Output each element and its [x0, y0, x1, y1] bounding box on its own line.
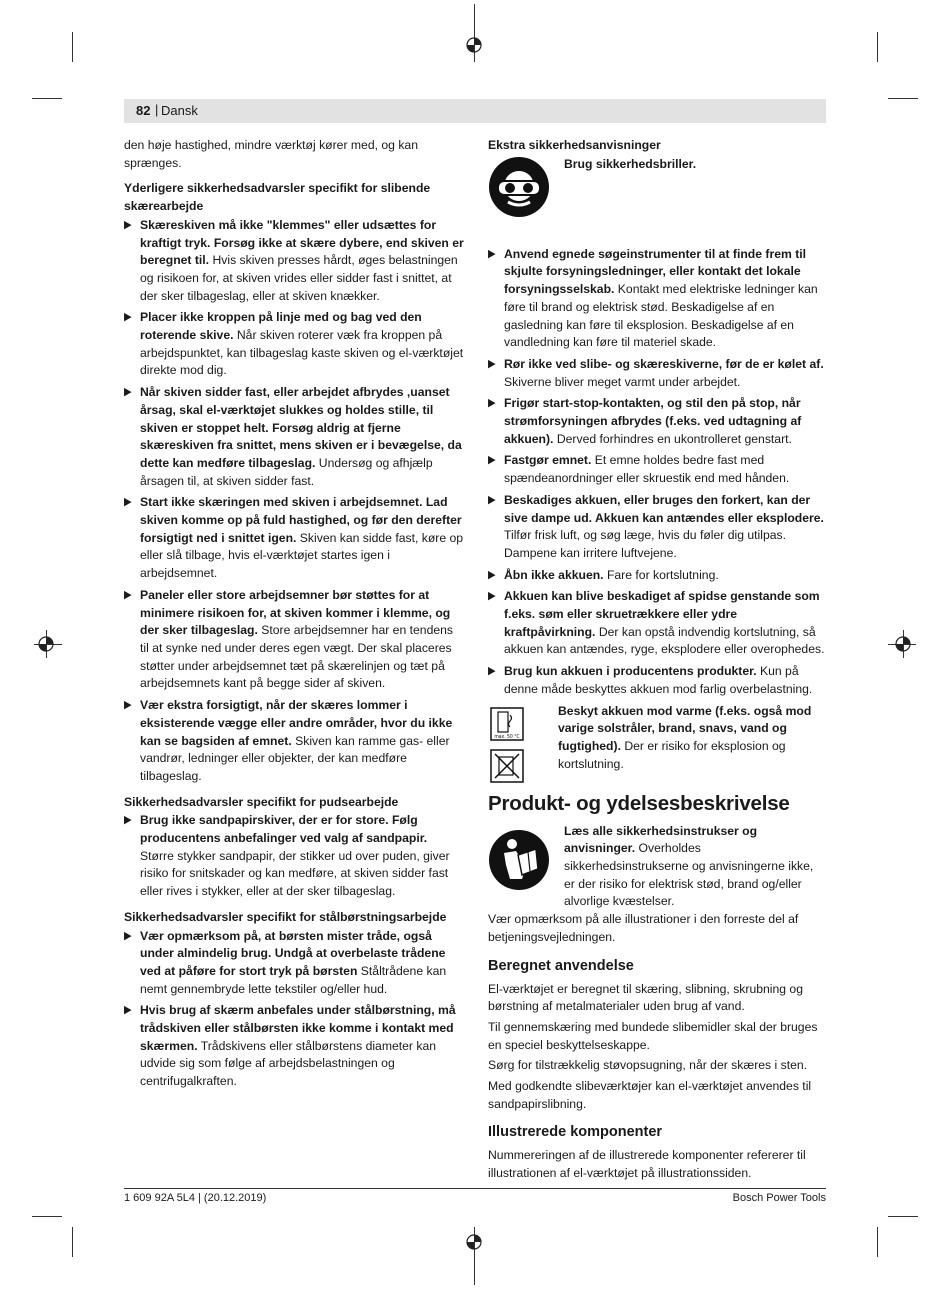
- warning-bold: Skæreskiven må ikke "klemmes" eller udsættes for kraftigt tryk. Forsøg ikke at skære dybere, end skiven er beregnet til.: [140, 217, 464, 268]
- warning-bold: Vær opmærksom på, at børsten mister tråde, også under almindelig brug. Undgå at overbelaste trådene ved at påføre for stort tryk på børsten: [140, 928, 446, 978]
- warning-bold: Fastgør emnet.: [504, 453, 592, 468]
- crop-mark: [32, 1216, 62, 1217]
- intended-use-text: Til gennemskæring med bundede slibemidler skal der bruges en speciel beskyttelseskappe.: [488, 1019, 818, 1052]
- warning-text: Skiven kan sidde fast, køre op eller slå tilbage, hvis el-værktøjet startes igen i arbejdsemnet.: [140, 530, 464, 581]
- arrow-bullet-icon: ▶: [124, 496, 132, 509]
- arrow-bullet-icon: ▶: [124, 218, 132, 231]
- svg-text:max. 50 °C: max. 50 °C: [494, 733, 520, 740]
- warning-bold: Start ikke skæringen med skiven i arbejdsemnet. Lad skiven komme op på fuld hastighed, og før den derefter forsigtigt ned i snittet igen.: [140, 495, 462, 545]
- warning-text: Undersøg og afhjælp årsagen til, at skiven sidder fast.: [140, 455, 433, 488]
- list-item: [488, 452, 826, 487]
- warning-bold: Brug ikke sandpapirskiver, der er for store. Følg producentens anbefalinger ved valg af sandpapir.: [140, 813, 428, 846]
- list-item: [124, 384, 464, 490]
- warning-bold: Placer ikke kroppen på linje med og bag ved den roterende skive.: [140, 310, 422, 343]
- warning-text: Der kan opstå indvendig kortslutning, så akkuen kan antændes, ryge, eksplodere eller overophedes.: [504, 624, 825, 657]
- heat-warning-bold: Beskyt akkuen mod varme (f.eks. også mod varige solstråler, brand, snavs, vand og fugtighed).: [558, 703, 812, 753]
- arrow-bullet-icon: ▶: [124, 1004, 132, 1017]
- list-item: [124, 217, 464, 306]
- warning-text: Større stykker sandpapir, der stikker ud over puden, giver risiko for snitskader og kan medføre, at skiven sidder fast eller rives i stykker, eller at der sker tilbageslag.: [140, 848, 450, 899]
- header-separator: |: [155, 102, 159, 117]
- intro-text: den høje hastighed, mindre værktøj kører med, og kan sprænges.: [124, 138, 418, 170]
- page-number: 82: [136, 103, 151, 118]
- intended-use-heading: Beregnet anvendelse: [488, 957, 634, 974]
- registration-mark-icon: [894, 635, 912, 653]
- warning-bold: Hvis brug af skærm anbefales under stålbørstning, må trådskiven eller stålbørsten ikke komme i kontakt med skærmen.: [140, 1003, 456, 1053]
- list-item: [124, 587, 464, 693]
- section-heading-extra-safety: Ekstra sikkerhedsanvisninger: [488, 138, 661, 152]
- warning-bold: Rør ikke ved slibe- og skæreskiverne, før de er kølet af.: [504, 356, 824, 371]
- intended-use-text: Med godkendte slibeværktøjer kan el-værktøjet anvendes til sandpapirslibning.: [488, 1079, 812, 1111]
- warning-text: Kun på denne måde beskyttes akkuen mod farlig overbelastning.: [504, 664, 813, 696]
- section-heading-cutting: Yderligere sikkerhedsadvarsler specifikt for slibende skærearbejde: [124, 181, 431, 214]
- list-item: [124, 928, 464, 999]
- crop-mark: [888, 98, 918, 99]
- list-item: [124, 309, 464, 380]
- goggles-notice: [488, 156, 826, 228]
- arrow-bullet-icon: ▶: [124, 814, 132, 827]
- arrow-bullet-icon: ▶: [488, 357, 496, 370]
- arrow-bullet-icon: ▶: [124, 588, 132, 601]
- section-heading-sanding: Sikkerhedsadvarsler specifikt for pudsearbejde: [124, 794, 399, 809]
- intended-use-text: Sørg for tilstrækkelig støvopsugning, når der skæres i sten.: [488, 1058, 808, 1073]
- arrow-bullet-icon: ▶: [488, 454, 496, 467]
- warning-text: Skiverne bliver meget varmt under arbejdet.: [504, 374, 741, 389]
- warning-text: Når skiven roterer væk fra kroppen på arbejdspunktet, kan tilbageslag kaste skiven og el-værktøjet direkte mod dig.: [140, 328, 464, 378]
- read-text: Overholdes sikkerhedsinstrukserne og anvisningerne ikke, er der risiko for elektrisk stød, brand og/eller alvorlige kvæstelser.: [564, 841, 814, 909]
- section-heading-wire-brushing: Sikkerhedsadvarsler specifikt for stålbørstningsarbejde: [124, 909, 447, 924]
- registration-mark-icon: [465, 1233, 483, 1251]
- components-text: Nummereringen af de illustrerede komponenter refererer til illustrationen af el-værktøjet på illustrationssiden.: [488, 1148, 806, 1181]
- warning-text: Derved forhindres en ukontrolleret genstart.: [553, 431, 792, 446]
- product-heading: Produkt- og ydelsesbeskrivelse: [488, 791, 790, 815]
- right-column: [488, 137, 826, 1186]
- list-item: [124, 812, 464, 901]
- document-id: 1 609 92A 5L4 | (20.12.2019): [124, 1192, 267, 1204]
- page-header: [124, 99, 826, 123]
- crop-mark: [72, 32, 73, 62]
- heat-icon-group: [490, 707, 524, 789]
- arrow-bullet-icon: ▶: [488, 397, 496, 410]
- warning-text: Hvis skiven presses hårdt, øges belastningen og risikoen for, at skiven vrides eller sidder fast i snittet, at der sker tilbageslag, eller at skiven knækker.: [140, 253, 458, 303]
- list-item: [488, 567, 826, 585]
- read-bold: Læs alle sikkerhedsinstrukser og anvisninger.: [564, 823, 758, 856]
- warning-text: Skiven kan ramme gas- eller vandrør, ledninger eller objekter, der kan medføre tilbageslag.: [140, 733, 450, 783]
- arrow-bullet-icon: ▶: [124, 386, 132, 399]
- list-item: [488, 663, 826, 698]
- crop-mark: [72, 1227, 73, 1257]
- arrow-bullet-icon: ▶: [488, 247, 496, 260]
- warning-text: Store arbejdsemner har en tendens til at synke ned under deres egen vægt. Der skal placeres støtter under arbejdsemnet tæt på skærelinjen og tæt på arbejdsemnets kant på begge sider af skiven.: [140, 623, 453, 691]
- warning-bold: Når skiven sidder fast, eller arbejdet afbrydes ,uanset årsag, skal el-værktøjet slukkes og holdes stille, til skiven er stoppet helt. Forsøg aldrig at fjerne skæreskiven fra snittet, mens skiven er i bevægelse, da dette kan medføre tilbageslag.: [140, 385, 462, 470]
- list-item: [488, 356, 826, 391]
- crop-mark: [877, 1227, 878, 1257]
- safety-goggles-icon: [488, 156, 550, 218]
- components-heading: Illustrerede komponenter: [488, 1124, 663, 1141]
- warning-bold: Vær ekstra forsigtigt, når der skæres lommer i eksisterende vægge eller andre områder, hvor du ikke kan se bagsiden af emnet.: [140, 698, 453, 748]
- crop-mark: [32, 98, 62, 99]
- goggles-text: Brug sikkerhedsbriller.: [564, 156, 697, 171]
- warning-bold: Anvend egnede søgeinstrumenter til at finde frem til skjulte forsyningsledninger, eller kontakt det lokale forsyningsselskab.: [504, 246, 807, 297]
- list-item: [124, 494, 464, 583]
- warning-text: Kontakt med elektriske ledninger kan føre til brand og elektrisk stød. Beskadigelse af en gasledning kan føre til eksplosion. Beskadigelse af en vandledning kan føre til materiel skade.: [504, 282, 818, 350]
- max-temperature-icon: [490, 707, 524, 741]
- list-item: [488, 395, 826, 448]
- arrow-bullet-icon: ▶: [124, 699, 132, 712]
- list-item: [488, 588, 826, 659]
- list-item: [488, 246, 826, 352]
- crop-mark: [888, 1216, 918, 1217]
- intended-use-text: El-værktøjet er beregnet til skæring, slibning, skrubning og børstning af metalmaterialer uden brug af vand.: [488, 981, 803, 1014]
- illustrations-note: Vær opmærksom på alle illustrationer i den forreste del af betjeningsvejledningen.: [488, 912, 799, 944]
- read-manual-icon: [488, 829, 550, 891]
- warning-bold: Frigør start-stop-kontakten, og stil den på stop, når strømforsyningen afbrydes (f.eks. ved udtagning af akkuen).: [504, 396, 802, 446]
- warning-bold: Åbn ikke akkuen.: [504, 567, 604, 582]
- arrow-bullet-icon: ▶: [124, 929, 132, 942]
- warning-text: Fare for kortslutning.: [603, 567, 719, 582]
- read-instructions-notice: [488, 823, 826, 912]
- arrow-bullet-icon: ▶: [488, 590, 496, 603]
- warning-bold: Akkuen kan blive beskadiget af spidse genstande som f.eks. søm eller skruetrækkere eller ydre kraftpåvirkning.: [504, 589, 820, 639]
- list-item: [488, 492, 826, 563]
- warning-text: Tilfør frisk luft, og søg læge, hvis du føler dig utilpas. Dampene kan irritere luftvejene.: [504, 528, 786, 560]
- warning-bold: Paneler eller store arbejdsemner bør støttes for at minimere risikoen for, at skiven kommer i klemme, og der sker tilbageslag.: [140, 587, 451, 638]
- heat-warning-text: Der er risiko for eksplosion og kortslutning.: [558, 738, 786, 771]
- arrow-bullet-icon: ▶: [488, 665, 496, 678]
- footer-divider: [124, 1188, 826, 1189]
- warning-text: Trådskivens eller stålbørstens diameter kan udvide sig som følge af arbejdsbelastningen og centrifugalkraften.: [140, 1038, 437, 1089]
- arrow-bullet-icon: ▶: [488, 493, 496, 506]
- crop-mark: [877, 32, 878, 62]
- registration-mark-icon: [37, 635, 55, 653]
- warning-text: Et emne holdes bedre fast med spændeanordninger eller skruestik end med hånden.: [504, 453, 790, 486]
- list-item: [124, 697, 464, 786]
- arrow-bullet-icon: ▶: [488, 568, 496, 581]
- warning-bold: Beskadiges akkuen, eller bruges den forkert, kan der sive dampe ud. Akkuen kan antændes eller eksplodere.: [504, 492, 824, 525]
- heat-notice: [488, 703, 826, 777]
- left-column: [124, 137, 464, 1095]
- warning-bold: Brug kun akkuen i producentens produkter.: [504, 664, 757, 679]
- arrow-bullet-icon: ▶: [124, 311, 132, 324]
- brand-name: Bosch Power Tools: [732, 1192, 826, 1204]
- list-item: [124, 1002, 464, 1091]
- registration-mark-icon: [465, 36, 483, 54]
- language-label: Dansk: [161, 103, 198, 118]
- warning-text: Ståltrådene kan nemt gennembryde lette tekstiler og/eller hud.: [140, 963, 447, 996]
- no-water-icon: [490, 749, 524, 783]
